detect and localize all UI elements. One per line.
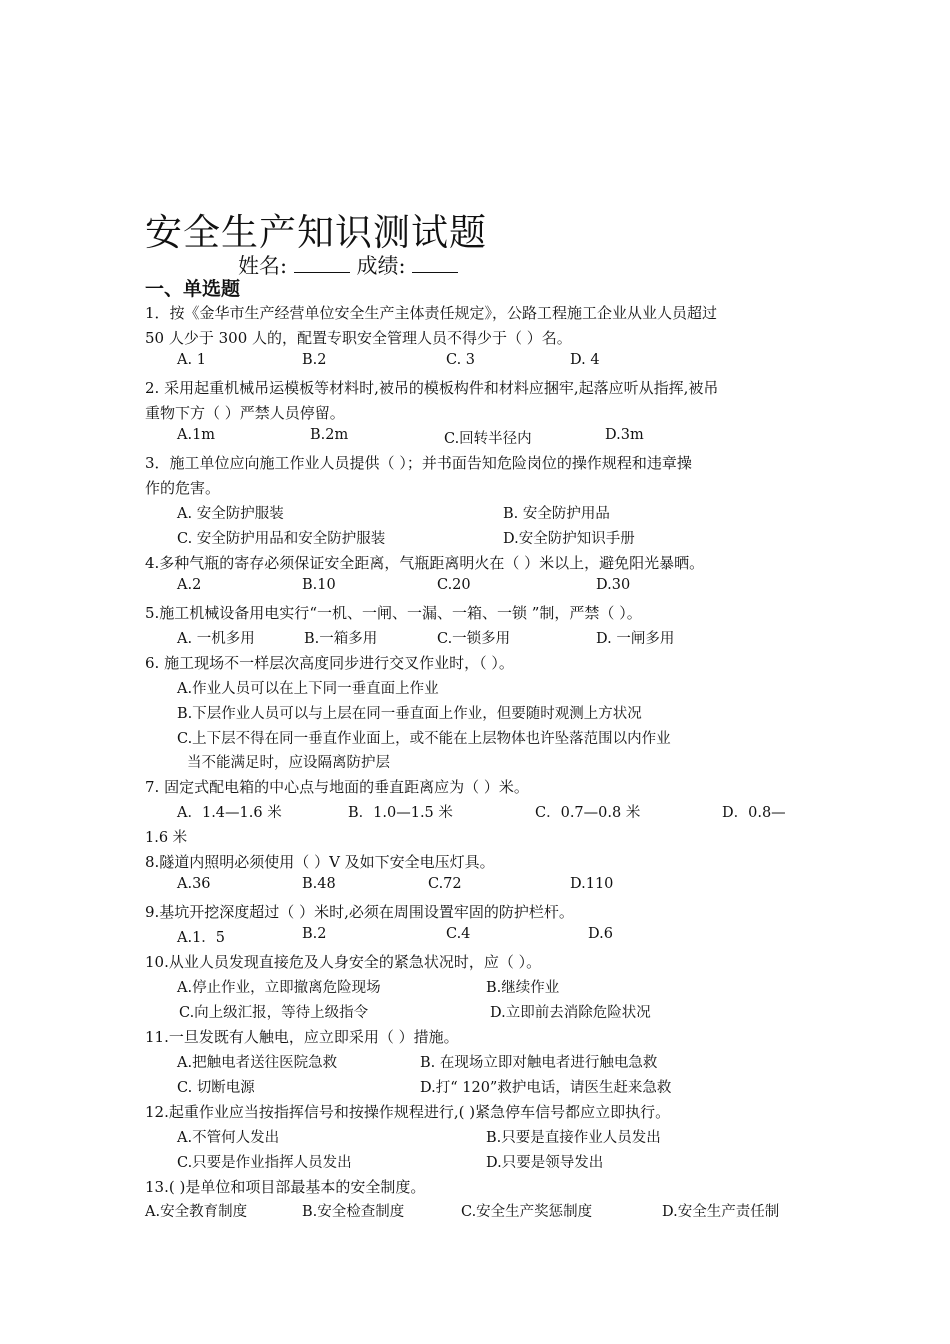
q7-option-d-continued: 1.6 米 [145,830,188,846]
q7-option-c[interactable]: C．0.7—0.8 米 [535,805,641,821]
section-heading: 一、单选题 [145,278,241,300]
q12-option-c[interactable]: C.只要是作业指挥人员发出 [177,1155,352,1171]
q4-option-a[interactable]: A.2 [177,577,202,593]
q2-option-d[interactable]: D.3m [605,427,644,443]
q1-option-d[interactable]: D. 4 [570,352,600,368]
question-3-line-1: 3．施工单位应向施工作业人员提供（ ）；并书面告知危险岗位的操作规程和违章操 [145,454,692,472]
q13-option-a[interactable]: A.安全教育制度 [145,1204,248,1220]
q2-option-c[interactable]: C.回转半径内 [444,431,532,447]
q13-option-d[interactable]: D.安全生产责任制 [662,1204,780,1220]
q9-option-b[interactable]: B.2 [302,926,327,942]
question-12-line-1: 12.起重作业应当按指挥信号和按操作规程进行,( )紧急停车信号都应立即执行。 [145,1103,671,1121]
name-label: 姓名: [238,254,288,278]
q12-option-a[interactable]: A.不管何人发出 [177,1130,280,1146]
q11-option-a[interactable]: A.把触电者送往医院急救 [177,1055,338,1071]
q7-option-b[interactable]: B．1.0—1.5 米 [348,805,453,821]
q6-option-c[interactable]: C.上下层不得在同一垂直作业面上，或不能在上层物体也许坠落范围以内作业 [177,731,671,747]
name-blank[interactable] [294,254,350,273]
q11-option-b[interactable]: B. 在现场立即对触电者进行触电急救 [420,1055,658,1071]
question-2-line-2: 重物下方（ ）严禁人员停留。 [145,404,345,422]
question-1-line-1: 1．按《金华市生产经营单位安全生产主体责任规定》，公路工程施工企业从业人员超过 [145,304,718,322]
student-info-line [238,250,458,280]
q2-option-b[interactable]: B.2m [310,427,349,443]
q12-option-d[interactable]: D.只要是领导发出 [486,1155,604,1171]
q11-option-d[interactable]: D.打“ 120”救护电话，请医生赶来急救 [420,1080,672,1096]
question-5-line-1: 5.施工机械设备用电实行“一机、一闸、一漏、一箱、一锁 ”制，严禁（ ）。 [145,604,642,622]
q8-option-b[interactable]: B.48 [302,876,336,892]
q1-option-a[interactable]: A. 1 [177,352,206,368]
q1-option-b[interactable]: B.2 [302,352,327,368]
q6-option-a[interactable]: A.作业人员可以在上下同一垂直面上作业 [177,681,439,697]
q12-option-b[interactable]: B.只要是直接作业人员发出 [486,1130,661,1146]
q10-option-a[interactable]: A.停止作业，立即撤离危险现场 [177,980,381,996]
q5-option-a[interactable]: A. 一机多用 [177,631,255,647]
question-1-line-2: 50 人少于 300 人的，配置专职安全管理人员不得少于（ ）名。 [145,329,572,347]
q9-option-d[interactable]: D.6 [588,926,613,942]
q3-option-d[interactable]: D.安全防护知识手册 [503,531,635,547]
question-2-line-1: 2. 采用起重机械吊运模板等材料时,被吊的模板构件和材料应捆牢,起落应听从指挥,被吊 [145,379,719,397]
q9-option-c[interactable]: C.4 [446,926,471,942]
question-6-line-1: 6. 施工现场不一样层次高度同步进行交叉作业时，（ ）。 [145,654,514,672]
q13-option-b[interactable]: B.安全检查制度 [302,1204,405,1220]
question-13-line-1: 13.( )是单位和项目部最基本的安全制度。 [145,1178,426,1196]
question-3-line-2: 作的危害。 [145,479,221,497]
question-9-line-1: 9.基坑开挖深度超过（ ）米时,必须在周围设置牢固的防护栏杆。 [145,903,574,921]
q2-option-a[interactable]: A.1m [177,427,216,443]
q8-option-a[interactable]: A.36 [177,876,211,892]
q9-option-a[interactable]: A.1．5 [177,930,226,946]
q3-option-a[interactable]: A. 安全防护服装 [177,506,284,522]
score-label: 成绩: [356,254,406,278]
q7-option-d[interactable]: D．0.8— [722,805,786,821]
q10-option-b[interactable]: B.继续作业 [486,980,560,996]
q5-option-b[interactable]: B.一箱多用 [304,631,378,647]
q5-option-c[interactable]: C.一锁多用 [437,631,511,647]
q8-option-d[interactable]: D.110 [570,876,614,892]
question-11-line-1: 11.一旦发既有人触电，应立即采用（ ）措施。 [145,1028,459,1046]
q1-option-c[interactable]: C. 3 [446,352,476,368]
question-7-line-1: 7. 固定式配电箱的中心点与地面的垂直距离应为（ ）米。 [145,778,529,796]
question-4-line-1: 4.多种气瓶的寄存必须保证安全距离，气瓶距离明火在（ ）米以上，避免阳光暴晒。 [145,554,705,572]
document-title: 安全生产知识测试题 [145,211,487,254]
q4-option-d[interactable]: D.30 [596,577,631,593]
q8-option-c[interactable]: C.72 [428,876,462,892]
q7-option-a[interactable]: A．1.4—1.6 米 [177,805,282,821]
q3-option-c[interactable]: C. 安全防护用品和安全防护服装 [177,531,386,547]
q4-option-c[interactable]: C.20 [437,577,471,593]
q10-option-c[interactable]: C.向上级汇报，等待上级指令 [179,1005,369,1021]
score-blank[interactable] [412,254,458,273]
q10-option-d[interactable]: D.立即前去消除危险状况 [490,1005,651,1021]
q11-option-c[interactable]: C. 切断电源 [177,1080,255,1096]
q6-option-c-continued: 当不能满足时，应设隔离防护层 [187,755,390,771]
q6-option-b[interactable]: B.下层作业人员可以与上层在同一垂直面上作业，但要随时观测上方状况 [177,706,642,722]
question-10-line-1: 10.从业人员发现直接危及人身安全的紧急状况时，应（ ）。 [145,953,542,971]
q4-option-b[interactable]: B.10 [302,577,336,593]
question-8-line-1: 8.隧道内照明必须使用（ ）V 及如下安全电压灯具。 [145,853,495,871]
q5-option-d[interactable]: D. 一闸多用 [596,631,675,647]
q13-option-c[interactable]: C.安全生产奖惩制度 [461,1204,593,1220]
q3-option-b[interactable]: B. 安全防护用品 [503,506,610,522]
